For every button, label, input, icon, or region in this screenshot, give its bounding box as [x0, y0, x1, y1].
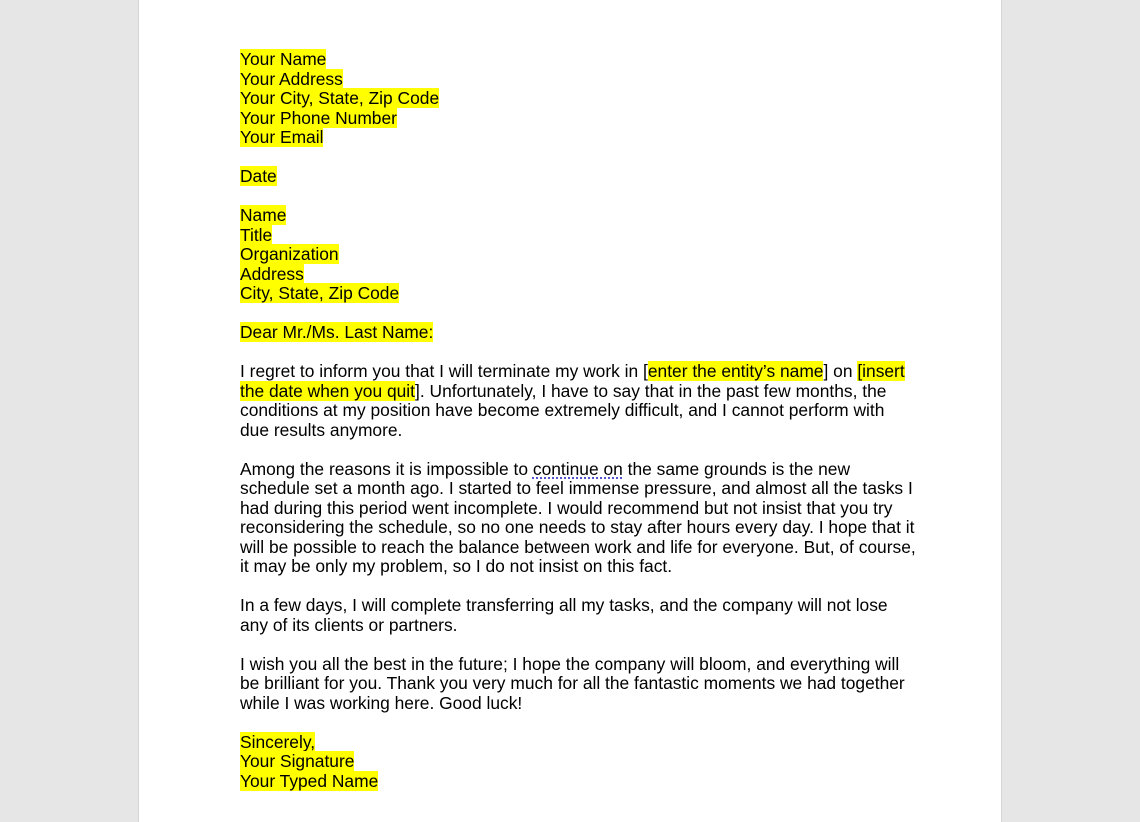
text-run: ] on: [823, 361, 858, 381]
paragraph-line: will be possible to reach the balance between work and life for everyone. But, of course,: [240, 536, 916, 557]
sender-address: Your Address: [240, 68, 343, 89]
recipient-name: Name: [240, 205, 287, 225]
paragraph-line: be brilliant for you. Thank you very much for all the fantastic moments we had together: [240, 673, 905, 693]
paragraph-1: [240, 362, 910, 440]
closing-sincerely: Sincerely,: [240, 731, 316, 752]
paragraph-3: [240, 596, 910, 635]
placeholder-quit-date-end: the date when you quit: [240, 380, 416, 401]
paragraph-line: due results anymore.: [240, 419, 403, 440]
placeholder-entity-name: enter the entity’s name: [647, 361, 824, 381]
recipient-organization: Organization: [240, 244, 339, 264]
paragraph-line: had during this period went incomplete. I would recommend but not insist that you try: [240, 497, 893, 518]
document-page: [138, 0, 1002, 822]
paragraph-line: while I was working here. Good luck!: [240, 692, 523, 713]
paragraph-line: In a few days, I will complete transferring all my tasks, and the company will not lose: [240, 595, 888, 615]
paragraph-line: any of its clients or partners.: [240, 614, 458, 635]
paragraph-line: schedule set a month ago. I started to feel immense pressure, and almost all the tasks I: [240, 478, 913, 498]
text-run: ]. Unfortunately, I have to say that in the past few months, the: [415, 380, 887, 401]
sender-name: Your Name: [240, 49, 327, 69]
sender-email: Your Email: [240, 127, 324, 147]
paragraph-line: it may be only my problem, so I do not insist on this fact.: [240, 556, 673, 576]
text-run: I regret to inform you that I will terminate my work in [: [240, 361, 648, 381]
recipient-block: [240, 206, 910, 304]
paragraph-line: [240, 362, 910, 382]
text-run: the same grounds is the new: [622, 458, 851, 479]
paragraph-2: [240, 458, 916, 577]
recipient-title: Title: [240, 224, 273, 245]
salutation: Dear Mr./Ms. Last Name:: [240, 322, 434, 342]
paragraph-line: [240, 382, 910, 402]
closing-block: [240, 733, 910, 792]
grammar-flagged-phrase[interactable]: continue on: [532, 458, 623, 479]
paragraph-line: conditions at my position have become extremely difficult, and I cannot perform with: [240, 400, 885, 420]
closing-signature: Your Signature: [240, 751, 355, 771]
paragraph-line: reconsidering the schedule, so no one needs to stay after hours every day. I hope that it: [240, 517, 915, 537]
sender-phone: Your Phone Number: [240, 107, 397, 128]
recipient-city-state-zip: City, State, Zip Code: [240, 283, 400, 303]
paragraph-4: [240, 655, 910, 714]
paragraph-line: I wish you all the best in the future; I hope the company will bloom, and everything will: [240, 653, 900, 674]
recipient-address: Address: [240, 263, 304, 284]
sender-block: [240, 50, 910, 148]
letter-date: Date: [240, 166, 277, 186]
closing-typed-name: Your Typed Name: [240, 770, 379, 791]
letter-body[interactable]: [240, 49, 916, 791]
placeholder-quit-date-start: [insert: [857, 361, 905, 381]
sender-city-state-zip: Your City, State, Zip Code: [240, 88, 440, 108]
paragraph-line: [240, 460, 910, 480]
text-run: Among the reasons it is impossible to: [240, 458, 533, 479]
